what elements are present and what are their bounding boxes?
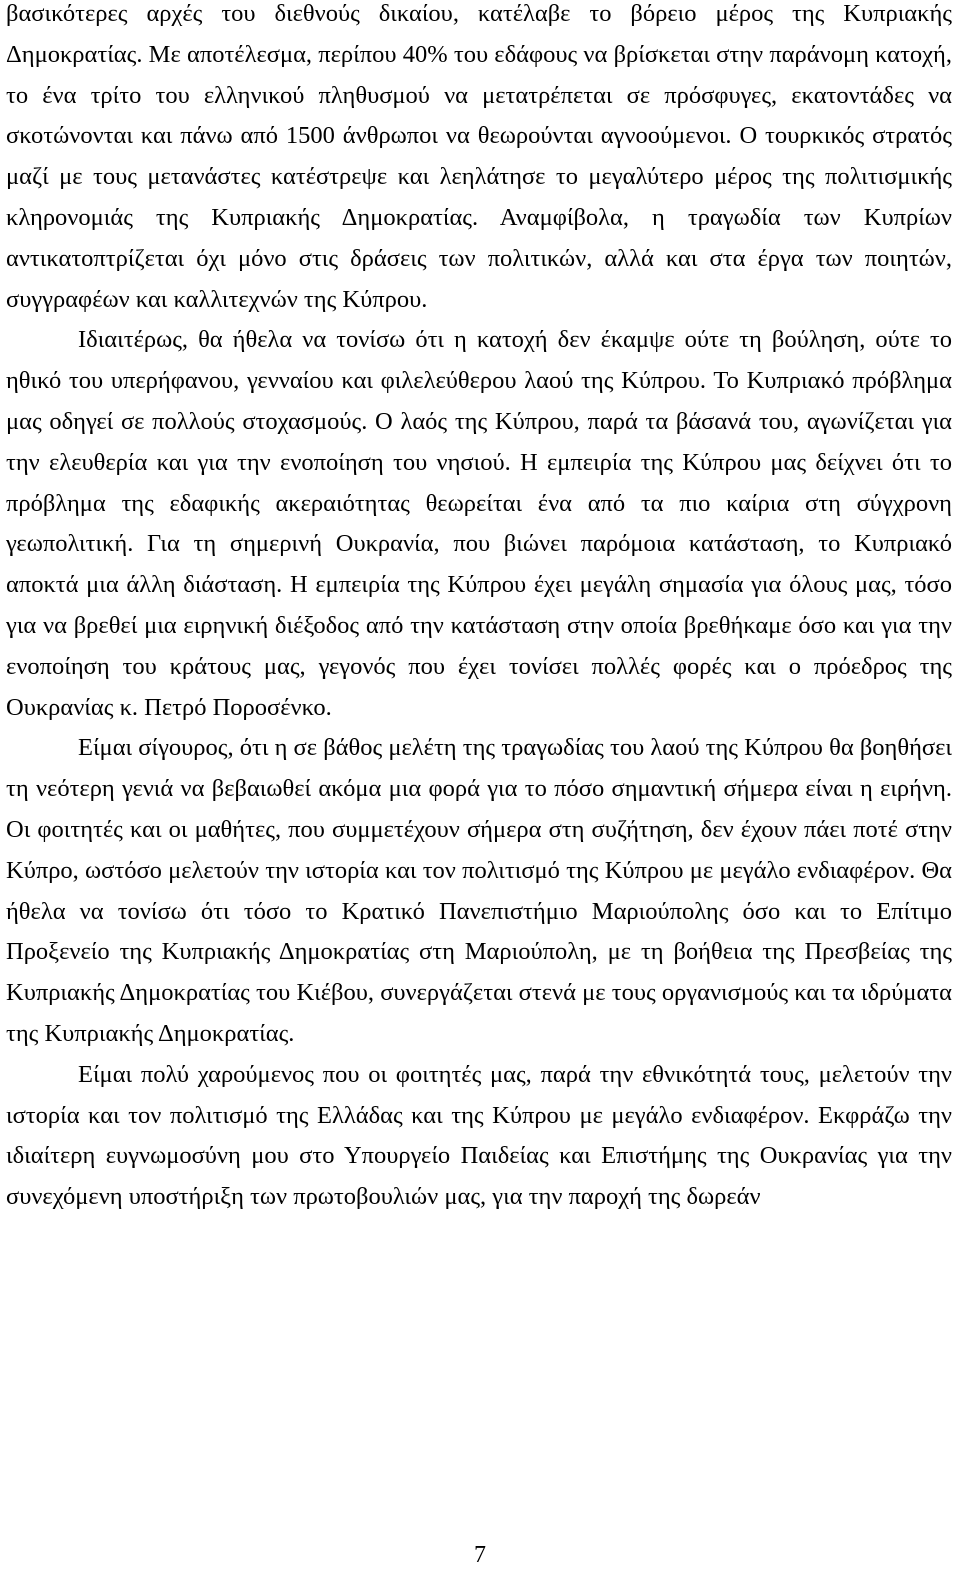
- paragraph: Είμαι πολύ χαρούμενος που οι φοιτητές μας, παρά την εθνικότητά τους, μελετούν την ιστορία και τον πολιτισμό της Ελλάδας και της Κύπρου με μεγάλο ενδιαφέρον. Εκφράζω την ιδιαίτερη ευγνωμοσύνη μου στο Υπουργείο Παιδείας και Επιστήμης της Ουκρανίας για την συνεχόμενη υποστήριξη των πρωτοβουλιών μας, για την παροχή της δωρεάν: [6, 1060, 952, 1211]
- paragraph-continued: βασικότερες αρχές του διεθνούς δικαίου, κατέλαβε το βόρειο μέρος της Κυπριακής Δημοκρατίας. Με αποτέλεσμα, περίπου 40% του εδάφους να βρίσκεται στην παράνομη κατοχή, το ένα τρίτο του ελληνικού πληθυσμού να μετατρέπεται σε πρόσφυγες, εκατοντάδες να σκοτώνονται και πάνω από 1500 άνθρωποι να θεωρούνται αγνοούμενοι. Ο τουρκικός στρατός μαζί με τους μετανάστες κατέστρεψε και λεηλάτησε το μεγαλύτερο μέρος της πολιτισμικής κληρονομιάς της Κυπριακής Δημοκρατίας. Αναμφίβολα, η τραγωδία των Κυπρίων αντικατοπτρίζεται όχι μόνο στις δράσεις των πολιτικών, αλλά και στα έργα των ποιητών, συγγραφέων και καλλιτεχνών της Κύπρου.: [6, 0, 952, 313]
- page-number: 7: [474, 1542, 486, 1568]
- paragraph: Ιδιαιτέρως, θα ήθελα να τονίσω ότι η κατοχή δεν έκαμψε ούτε τη βούληση, ούτε το ηθικό του υπερήφανου, γενναίου και φιλελεύθερου λαού της Κύπρου. Το Κυπριακό πρόβλημα μας οδηγεί σε πολλούς στοχασμούς. Ο λαός της Κύπρου, παρά τα βάσανά του, αγωνίζεται για την ελευθερία και για την ενοποίηση του νησιού. Η εμπειρία της Κύπρου μας δείχνει ότι το πρόβλημα της εδαφικής ακεραιότητας θεωρείται ένα από τα πιο καίρια στη σύγχρονη γεωπολιτική. Για τη σημερινή Ουκρανία, που βιώνει παρόμοια κατάσταση, το Κυπριακό αποκτά μια άλλη διάσταση. Η εμπειρία της Κύπρου έχει μεγάλη σημασία για όλους μας, τόσο για να βρεθεί μια ειρηνική διέξοδος από την κατάσταση στην οποία βρεθήκαμε όσο και για την ενοποίηση του κράτους μας, γεγονός που έχει τονίσει πολλές φορές και ο πρόεδρος της Ουκρανίας κ. Πετρό Ποροσένκο.: [6, 326, 952, 721]
- document-body: [6, 0, 952, 1218]
- paragraph: Είμαι σίγουρος, ότι η σε βάθος μελέτη της τραγωδίας του λαού της Κύπρου θα βοηθήσει τη νεότερη γενιά να βεβαιωθεί ακόμα μια φορά για το πόσο σημαντική σήμερα είναι η ειρήνη. Οι φοιτητές και οι μαθήτες, που συμμετέχουν σήμερα στη συζήτηση, δεν έχουν πάει ποτέ στην Κύπρο, ωστόσο μελετούν την ιστορία και τον πολιτισμό της Κύπρου με μεγάλο ενδιαφέρον. Θα ήθελα να τονίσω ότι τόσο το Κρατικό Πανεπιστήμιο Μαριούπολης όσο και το Επίτιμο Προξενείο της Κυπριακής Δημοκρατίας στη Μαριούπολη, με τη βοήθεια της Πρεσβείας της Κυπριακής Δημοκρατίας του Κιέβου, συνεργάζεται στενά με τους οργανισμούς και τα ιδρύματα της Κυπριακής Δημοκρατίας.: [6, 734, 952, 1047]
